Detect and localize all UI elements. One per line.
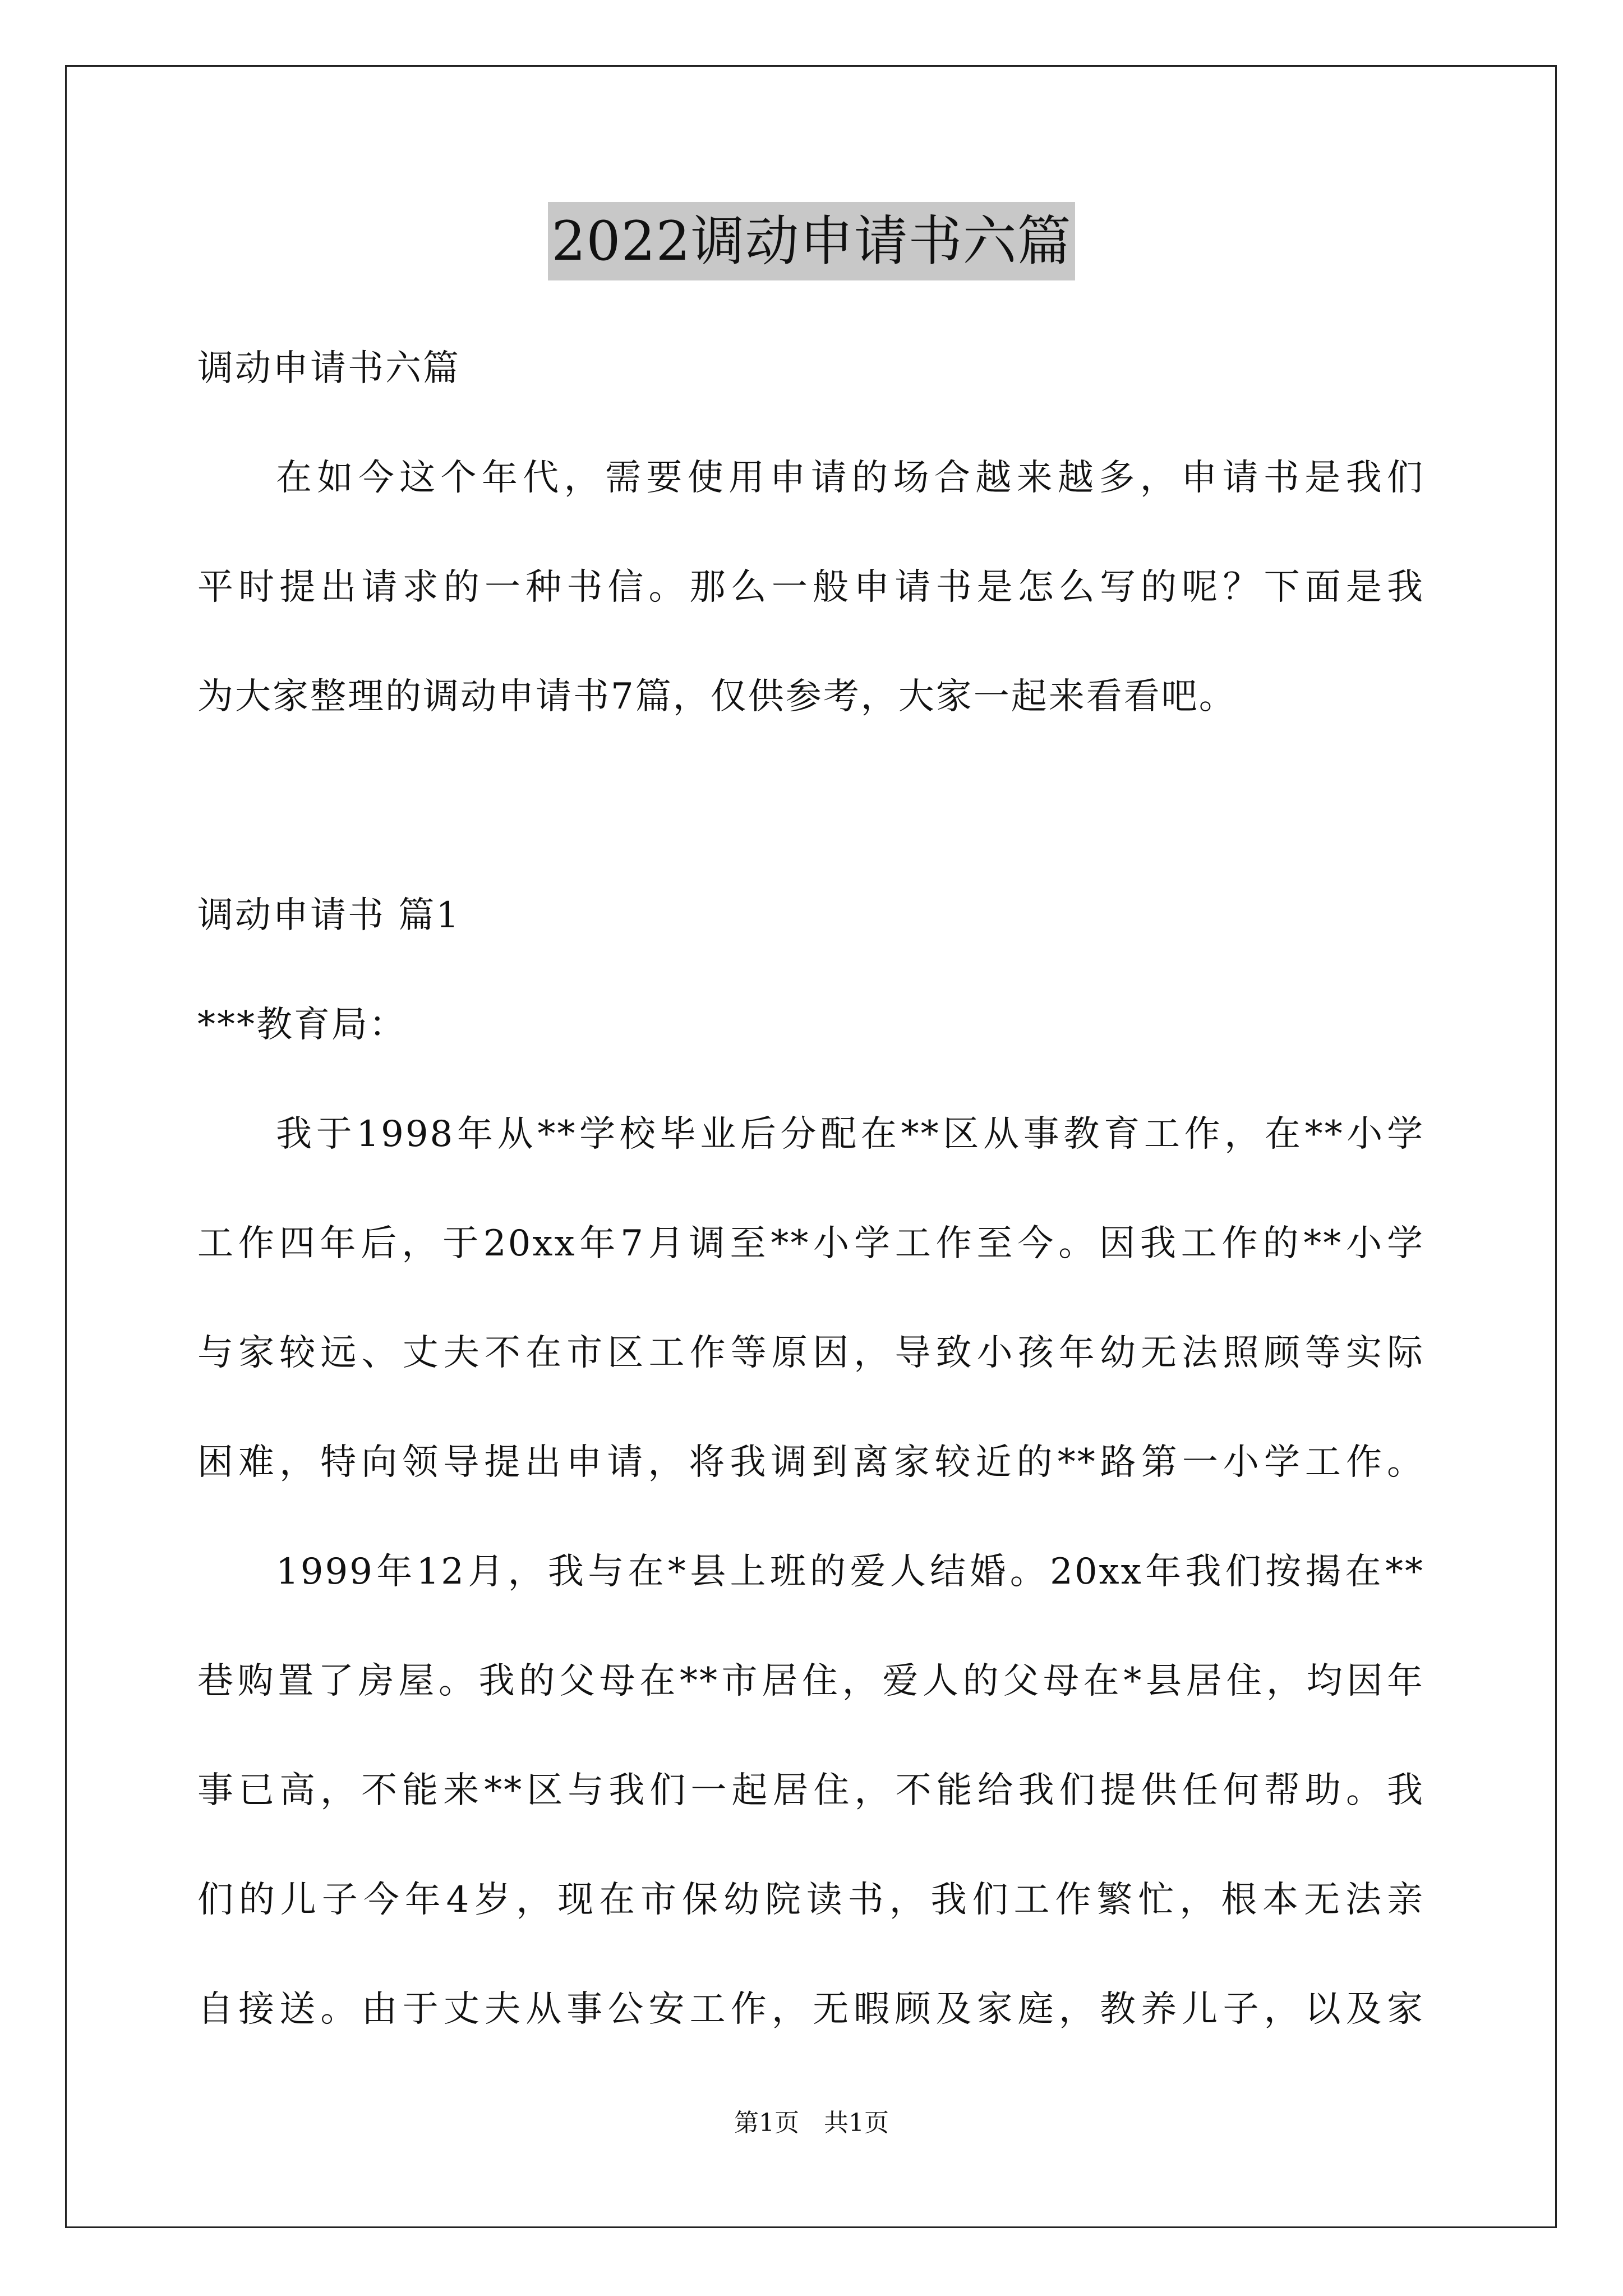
paragraph-line: 困难，特向领导提出申请，将我调到离家较近的**路第一小学工作。 [197, 1442, 1424, 1483]
paragraph-line: 自接送。由于丈夫从事公安工作，无暇顾及家庭，教养儿子，以及家 [197, 1989, 1424, 2030]
document-body [197, 314, 1424, 2064]
intro-line: 为大家整理的调动申请书7篇，仅供参考，大家一起来看看吧。 [197, 676, 1237, 717]
salutation: ***教育局： [197, 1004, 407, 1046]
paragraph-line: 们的儿子今年4岁，现在市保幼院读书，我们工作繁忙，根本无法亲 [197, 1879, 1424, 1921]
paragraph-line: 与家较远、丈夫不在市区工作等原因，导致小孩年幼无法照顾等实际 [197, 1332, 1424, 1374]
document-title: 2022调动申请书六篇 [548, 202, 1075, 280]
page-footer [0, 2106, 1623, 2140]
paragraph-line: 我于1998年从**学校毕业后分配在**区从事教育工作，在**小学 [276, 1114, 1424, 1155]
page-total: 共1页 [824, 2109, 889, 2137]
page-number: 第1页 [734, 2109, 799, 2137]
paragraph-line: 1999年12月，我与在*县上班的爱人结婚。20xx年我们按揭在** [276, 1551, 1424, 1593]
paragraph-line: 工作四年后，于20xx年7月调至**小学工作至今。因我工作的**小学 [197, 1223, 1424, 1264]
paragraph-line: 巷购置了房屋。我的父母在**市居住，爱人的父母在*县居住，均因年 [197, 1660, 1424, 1702]
intro-line: 在如今这个年代，需要使用申请的场合越来越多，申请书是我们 [276, 457, 1424, 499]
section-heading: 调动申请书 篇1 [197, 895, 461, 936]
title-container [0, 202, 1623, 280]
intro-line: 平时提出请求的一种书信。那么一般申请书是怎么写的呢？下面是我 [197, 567, 1424, 608]
paragraph-line: 事已高，不能来**区与我们一起居住，不能给我们提供任何帮助。我 [197, 1770, 1424, 1811]
document-subtitle: 调动申请书六篇 [197, 348, 460, 389]
blank-line [197, 752, 1424, 861]
